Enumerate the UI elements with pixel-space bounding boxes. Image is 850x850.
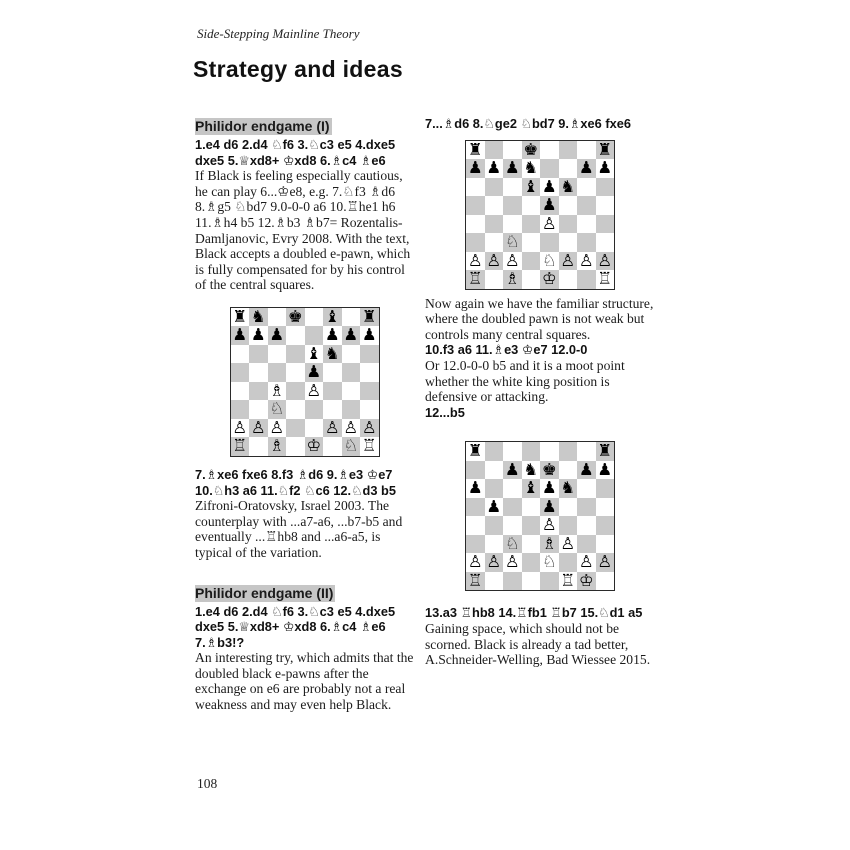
board-square [540, 141, 559, 160]
board-square-piece: ♟ [504, 459, 520, 479]
board-square [503, 215, 522, 234]
board-square [596, 516, 615, 535]
board-square [485, 442, 504, 461]
section-heading-philidor-endgame-1 [195, 118, 414, 135]
board-square [503, 479, 522, 498]
board-square-piece: ♟ [250, 325, 266, 345]
right-column [425, 116, 655, 668]
board-square [596, 178, 615, 197]
board-square-piece: ♞ [250, 306, 266, 326]
board-square [360, 345, 379, 364]
board-square [577, 215, 596, 234]
board-square-piece: ♞ [324, 343, 340, 363]
main-line-moves: 10.f3 a6 11.♗e3 ♔e7 12.0-0 [425, 342, 588, 358]
board-square [522, 516, 541, 535]
commentary-paragraph: If Black is feeling especially cautious, he can play 6...♔e8, e.g. 7.♘f3 ♗d6 8.♗g5 ♘bd7 9.0-0-0 a6 10.♖he1 h6 11.♗h4 b5 12.♗b3 ♗b7= Rozentalis-Damljanovic, Evry 2008. With the text, Black accepts a doubled e-pawn, which is fully compensated for by his control of the central squares. [195, 168, 411, 293]
board-square [286, 363, 305, 382]
board-square [522, 252, 541, 271]
board-square [522, 196, 541, 215]
board-square [485, 233, 504, 252]
board-square-piece: ♖ [467, 570, 483, 590]
board-square [360, 363, 379, 382]
board-square [286, 437, 305, 456]
chess-diagram-3 [465, 441, 615, 591]
board-square-piece: ♗ [541, 533, 557, 553]
board-square [466, 196, 485, 215]
board-square-piece: ♙ [560, 250, 576, 270]
board-square [596, 215, 615, 234]
board-square [485, 178, 504, 197]
board-square [559, 442, 578, 461]
board-square [559, 553, 578, 572]
board-square-piece: ♙ [324, 417, 340, 437]
board-square-piece: ♜ [597, 441, 613, 461]
board-square [559, 215, 578, 234]
board-square [485, 270, 504, 289]
board-square [559, 196, 578, 215]
board-square [503, 498, 522, 517]
board-square-piece: ♜ [467, 139, 483, 159]
board-square-piece: ♟ [541, 478, 557, 498]
board-square [231, 400, 250, 419]
board-square [577, 479, 596, 498]
board-square [360, 382, 379, 401]
board-square-piece: ♙ [578, 250, 594, 270]
board-square-piece: ♜ [467, 441, 483, 461]
board-square [286, 419, 305, 438]
board-square [540, 442, 559, 461]
board-square-piece: ♟ [486, 158, 502, 178]
board-square [503, 442, 522, 461]
board-square-piece: ♙ [560, 533, 576, 553]
board-square [466, 516, 485, 535]
main-line-moves: 7.♗xe6 fxe6 8.f3 ♗d6 9.♗e3 ♔e7 10.♘h3 a6 11.♘f2 ♘c6 12.♘d3 b5 [195, 466, 396, 498]
board-square [522, 442, 541, 461]
board-square-piece: ♟ [306, 362, 322, 382]
board-square-piece: ♜ [232, 306, 248, 326]
board-square-piece: ♟ [361, 325, 377, 345]
board-square-piece: ♟ [467, 158, 483, 178]
board-square [503, 141, 522, 160]
board-square-piece: ♗ [269, 436, 285, 456]
board-square-piece: ♙ [361, 417, 377, 437]
board-square-piece: ♗ [269, 380, 285, 400]
board-square-piece: ♙ [269, 417, 285, 437]
board-square-piece: ♗ [504, 269, 520, 289]
board-square-piece: ♟ [486, 496, 502, 516]
commentary-paragraph: Zifroni-Oratovsky, Israel 2003. The counterplay with ...a7-a6, ...b7-b5 and eventually ...♖hb8 and ...a6-a5, is typical of the variation. [195, 498, 403, 560]
board-square-piece: ♘ [269, 399, 285, 419]
board-square-piece: ♙ [467, 250, 483, 270]
board-square [268, 345, 287, 364]
board-square-piece: ♚ [287, 306, 303, 326]
section-heading-philidor-endgame-2 [195, 585, 414, 602]
board-square-piece: ♞ [523, 158, 539, 178]
page-number: 108 [197, 776, 218, 791]
left-column [195, 118, 414, 713]
board-square [596, 498, 615, 517]
board-square-piece: ♟ [541, 496, 557, 516]
board-square-piece: ♙ [504, 552, 520, 572]
board-square-piece: ♙ [486, 250, 502, 270]
board-square-piece: ♟ [467, 478, 483, 498]
board-square [342, 382, 361, 401]
board-square-piece: ♟ [269, 325, 285, 345]
main-line-moves: 12...b5 [425, 404, 465, 420]
board-square-piece: ♝ [523, 176, 539, 196]
board-square [249, 382, 268, 401]
board-square-piece: ♙ [597, 552, 613, 572]
board-square [305, 308, 324, 327]
board-square [485, 516, 504, 535]
board-square [596, 196, 615, 215]
board-square [540, 233, 559, 252]
board-square [323, 400, 342, 419]
board-square-piece: ♙ [467, 552, 483, 572]
board-square-piece: ♟ [597, 158, 613, 178]
board-square [323, 437, 342, 456]
board-square-piece: ♙ [541, 213, 557, 233]
board-square [577, 498, 596, 517]
board-square-piece: ♟ [541, 195, 557, 215]
board-square [249, 400, 268, 419]
board-square [323, 363, 342, 382]
main-line-moves: 7...♗d6 8.♘ge2 ♘bd7 9.♗xe6 fxe6 [425, 116, 631, 131]
board-square-piece: ♞ [560, 176, 576, 196]
board-square-piece: ♖ [467, 269, 483, 289]
board-square-piece: ♜ [361, 306, 377, 326]
board-square [342, 345, 361, 364]
board-square [577, 196, 596, 215]
board-square-piece: ♞ [560, 478, 576, 498]
board-square [249, 345, 268, 364]
board-square [596, 233, 615, 252]
section-heading-highlight: Philidor endgame (II) [195, 584, 334, 601]
board-square [305, 400, 324, 419]
board-square-piece: ♚ [523, 139, 539, 159]
board-square-piece: ♔ [541, 269, 557, 289]
board-square [466, 233, 485, 252]
commentary-paragraph: Gaining space, which should not be scorned. Black is already a tad better, A.Schneider-Welling, Bad Wiessee 2015. [425, 620, 651, 668]
board-square [577, 535, 596, 554]
board-square-piece: ♘ [504, 232, 520, 252]
board-square [596, 535, 615, 554]
board-square-piece: ♙ [250, 417, 266, 437]
board-square-piece: ♟ [343, 325, 359, 345]
board-square [596, 479, 615, 498]
board-square [559, 498, 578, 517]
board-square [522, 535, 541, 554]
board-square [577, 270, 596, 289]
board-square [503, 572, 522, 591]
board-square [466, 215, 485, 234]
board-square [559, 461, 578, 480]
board-square [466, 535, 485, 554]
board-square-piece: ♞ [523, 459, 539, 479]
chess-board [231, 308, 379, 456]
board-square-piece: ♟ [232, 325, 248, 345]
board-square [485, 196, 504, 215]
board-square [466, 461, 485, 480]
board-square [503, 178, 522, 197]
board-square-piece: ♝ [324, 306, 340, 326]
board-square-piece: ♚ [541, 459, 557, 479]
board-square [342, 363, 361, 382]
board-square [522, 553, 541, 572]
board-square [577, 233, 596, 252]
board-square [485, 479, 504, 498]
board-square [286, 345, 305, 364]
board-square-piece: ♘ [541, 250, 557, 270]
board-square [596, 572, 615, 591]
chess-diagram-2 [465, 140, 615, 290]
board-square [577, 516, 596, 535]
board-square-piece: ♘ [343, 436, 359, 456]
board-square-piece: ♙ [504, 250, 520, 270]
board-square [231, 345, 250, 364]
board-square-piece: ♙ [306, 380, 322, 400]
board-square [559, 141, 578, 160]
commentary-paragraph: An interesting try, which admits that the doubled black e-pawns after the exchange on e6 are probably not a real weakness and may even help Black. [195, 650, 414, 713]
board-square-piece: ♖ [232, 436, 248, 456]
board-square [485, 535, 504, 554]
chess-diagram-1 [230, 307, 380, 457]
board-square [522, 572, 541, 591]
board-square [305, 419, 324, 438]
board-square [559, 270, 578, 289]
board-square [268, 308, 287, 327]
board-square [466, 178, 485, 197]
board-square [360, 400, 379, 419]
board-square [540, 159, 559, 178]
board-square [559, 233, 578, 252]
board-square-piece: ♔ [578, 570, 594, 590]
board-square [249, 437, 268, 456]
board-square-piece: ♟ [324, 325, 340, 345]
board-square [577, 442, 596, 461]
board-square [577, 141, 596, 160]
board-square-piece: ♙ [343, 417, 359, 437]
board-square-piece: ♖ [361, 436, 377, 456]
board-square [231, 363, 250, 382]
board-square [522, 233, 541, 252]
board-square [503, 516, 522, 535]
board-square-piece: ♙ [578, 552, 594, 572]
board-square [231, 382, 250, 401]
board-square [249, 363, 268, 382]
board-square-piece: ♝ [523, 478, 539, 498]
board-square [522, 215, 541, 234]
page-title: Strategy and ideas [193, 56, 403, 82]
chess-board [466, 141, 614, 289]
running-header: Side-Stepping Mainline Theory [197, 26, 360, 41]
board-square-piece: ♙ [597, 250, 613, 270]
board-square [559, 159, 578, 178]
board-square-piece: ♙ [232, 417, 248, 437]
board-square-piece: ♙ [486, 552, 502, 572]
board-square [268, 363, 287, 382]
board-square-piece: ♖ [560, 570, 576, 590]
board-square [286, 400, 305, 419]
board-square-piece: ♟ [504, 158, 520, 178]
board-square-piece: ♜ [597, 139, 613, 159]
board-square [577, 178, 596, 197]
board-square-piece: ♟ [578, 158, 594, 178]
board-square [305, 326, 324, 345]
board-square [485, 141, 504, 160]
board-square [540, 572, 559, 591]
board-square-piece: ♘ [541, 552, 557, 572]
commentary-paragraph: Or 12.0-0-0 b5 and it is a moot point whether the white king position is defensive or attacking. [425, 357, 625, 405]
commentary-paragraph: Now again we have the familiar structure, where the doubled pawn is not weak but controls many central squares. [425, 295, 654, 342]
board-square [342, 308, 361, 327]
board-square-piece: ♖ [597, 269, 613, 289]
board-square-piece: ♟ [597, 459, 613, 479]
main-line-moves: 1.e4 d6 2.d4 ♘f6 3.♘c3 e5 4.dxe5 dxe5 5.♕xd8+ ♔xd8 6.♗c4 ♗e6 7.♗b3!? [195, 603, 396, 650]
board-square-piece: ♘ [504, 533, 520, 553]
board-square-piece: ♙ [541, 515, 557, 535]
board-square [522, 498, 541, 517]
chess-board [466, 442, 614, 590]
board-square [323, 382, 342, 401]
board-square [342, 400, 361, 419]
board-square [522, 270, 541, 289]
board-square [466, 498, 485, 517]
board-square [485, 461, 504, 480]
board-square-piece: ♝ [306, 343, 322, 363]
board-square-piece: ♟ [578, 459, 594, 479]
board-square [485, 215, 504, 234]
section-heading-highlight: Philidor endgame (I) [195, 118, 330, 134]
board-square [485, 572, 504, 591]
board-square [286, 382, 305, 401]
board-square-piece: ♔ [306, 436, 322, 456]
main-line-moves: 13.a3 ♖hb8 14.♖fb1 ♖b7 15.♘d1 a5 [425, 605, 643, 621]
board-square [286, 326, 305, 345]
board-square [559, 516, 578, 535]
main-line-moves: 1.e4 d6 2.d4 ♘f6 3.♘c3 e5 4.dxe5 dxe5 5.♕xd8+ ♔xd8 6.♗c4 ♗e6 [195, 137, 396, 168]
board-square [503, 196, 522, 215]
board-square-piece: ♟ [541, 176, 557, 196]
